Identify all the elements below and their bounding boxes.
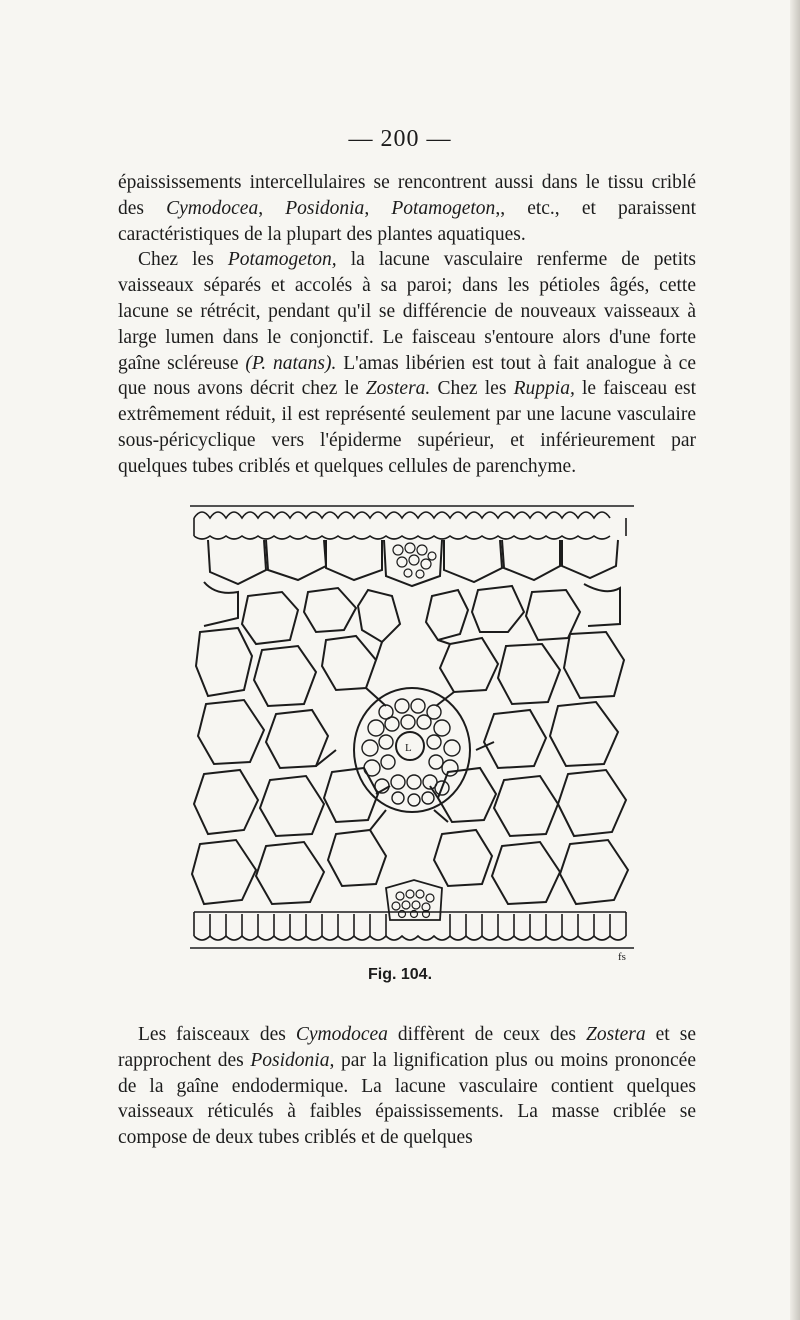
taxon-name: Potamogeton, — [227, 249, 337, 271]
upper-hypodermis — [208, 540, 618, 586]
paragraph-1 — [118, 170, 696, 247]
taxon-name: Zostera — [586, 1024, 646, 1045]
taxon-name: Posidonia — [285, 197, 365, 219]
taxon-name: Posidonia, — [250, 1049, 335, 1071]
text-segment: épaississements intercellulaires se rencontrent aussi dans le tissu criblé des — [118, 172, 696, 219]
text-segment: diffèrent de ceux des — [387, 1024, 587, 1045]
upper-epidermis — [194, 512, 626, 539]
paragraph-3 — [118, 1022, 696, 1151]
taxon-name: Cymodocea — [295, 1024, 388, 1045]
taxon-name: Potamogeton — [391, 197, 496, 219]
lower-epidermis — [194, 912, 626, 940]
taxon-name: Cymodocea — [166, 197, 259, 219]
taxon-name: Ruppia, — [513, 378, 575, 400]
lacuna-label: L — [405, 742, 412, 754]
central-vascular-bundle — [354, 688, 470, 812]
text-segment: , — [364, 197, 392, 219]
page-edge — [790, 0, 800, 1320]
page-number: — 200 — — [348, 126, 452, 152]
figure-104-illustration — [186, 500, 638, 970]
text-segment: et se rapprochent des — [118, 1024, 696, 1071]
text-segment: ,, etc., et paraissent caractéristiques de la plupart des plantes aquatiques. — [118, 197, 696, 245]
taxon-name: Zostera. — [365, 378, 431, 400]
figure-caption: Fig. 104. — [367, 966, 433, 983]
text-segment: Chez les — [138, 249, 228, 271]
text-segment: L'amas libérien est tout à fait analogue à ce que nous avons décrit chez le — [118, 352, 696, 400]
text-segment: , — [258, 197, 286, 219]
lower-phloem-cluster — [386, 880, 442, 920]
corner-label: fs — [618, 951, 626, 963]
taxon-name: (P. natans). — [245, 352, 337, 374]
text-segment: le faisceau est extrêmement réduit, il est représenté seulement par une lacune vasculaire sous-péricyclique vers l'épiderme supérieur, et inférieurement par quelques tubes criblés et quelques cellules de parenchyme. — [118, 378, 697, 477]
text-segment: par la lignification plus ou moins prononcée de la gaîne endodermique. La lacune vasculaire contient quelques vaisseaux réticulés à faibles épaississements. La masse criblée se compose de deux tubes criblés et de quelques — [118, 1049, 696, 1149]
paragraph-2 — [118, 247, 696, 479]
text-segment: Les faisceaux des — [138, 1024, 296, 1045]
text-segment: Chez les — [430, 378, 514, 400]
text-segment: la lacune vasculaire renferme de petits vaisseaux séparés et accolés à sa paroi; dans les pétioles âgés, cette lacune se rétrécit, pendant qu'il se différencie de nouveaux vaisseaux à large lumen dans le conjonctif. Le faisceau s'entoure alors d'une forte gaîne scléreuse — [118, 249, 696, 374]
body-text-top — [118, 170, 696, 480]
body-text-bottom — [118, 1022, 696, 1151]
